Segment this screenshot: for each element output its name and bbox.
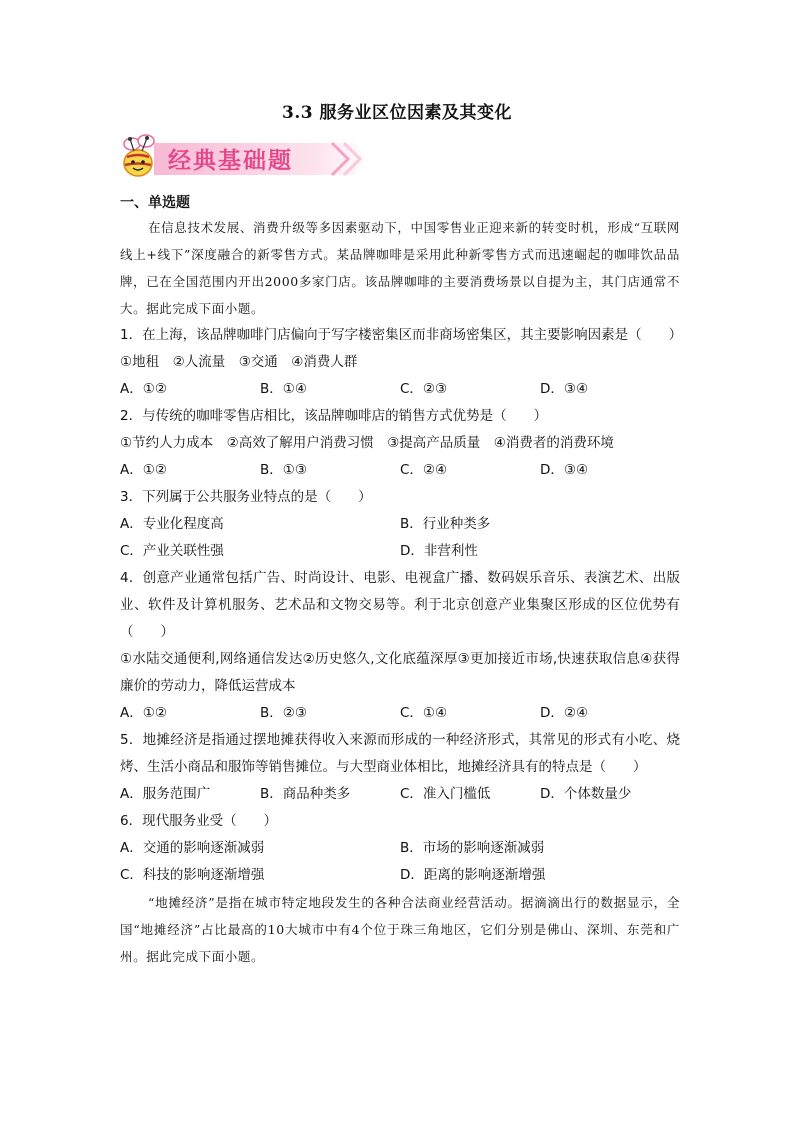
question-options-6-row-1 — [120, 835, 680, 862]
option-b: B．②③ — [260, 705, 307, 721]
question-items-2: ①节约人力成本 ②高效了解用户消费习惯 ③提高产品质量 ④消费者的消费环境 — [120, 435, 614, 451]
option-c: C．②③ — [400, 381, 448, 397]
option-c: C．②④ — [400, 462, 448, 478]
question-items-1: ①地租 ②人流量 ③交通 ④消费人群 — [120, 354, 358, 370]
material-paragraph-1: 在信息技术发展、消费升级等多因素驱动下，中国零售业正迎来新的转变时机，形成“互联网线上+线下”深度融合的新零售方式。某品牌咖啡是采用此种新零售方式而迅速崛起的咖啡饮品品牌，已在全国范围内开出2000多家门店。该品牌咖啡的主要消费场景以自提为主，其门店通常不大。据此完成下面小题。 — [120, 220, 680, 316]
option-b: B．①③ — [260, 462, 307, 478]
option-b: B．①④ — [260, 381, 307, 397]
option-d: D．②④ — [540, 705, 589, 721]
option-a: A．服务范围广 — [120, 786, 211, 802]
option-d: D．距离的影响逐渐增强 — [400, 867, 546, 883]
question-stem-2: 2．与传统的咖啡零售店相比，该品牌咖啡店的销售方式优势是（ ） — [120, 408, 548, 424]
question-options-3-row-1 — [120, 511, 680, 538]
option-a: A．①② — [120, 705, 167, 721]
option-c: C．产业关联性强 — [120, 543, 224, 559]
question-stem-5: 5．地摊经济是指通过摆地摊获得收入来源而形成的一种经济形式，其常见的形式有小吃、烧烤、生活小商品和服饰等销售摊位。与大型商业体相比，地摊经济具有的特点是（ ） — [120, 732, 680, 775]
option-a: A．交通的影响逐渐减弱 — [120, 840, 265, 856]
question-options-6-row-2 — [120, 862, 680, 889]
question-items-4: ①水陆交通便利,网络通信发达②历史悠久,文化底蕴深厚③更加接近市场,快速获取信息④获得廉价的劳动力，降低运营成本 — [120, 651, 680, 694]
question-options-2 — [120, 457, 680, 484]
question-stem-4: 4．创意产业通常包括广告、时尚设计、电影、电视盒广播、数码娱乐音乐、表演艺术、出版业、软件及计算机服务、艺术品和文物交易等。利于北京创意产业集聚区形成的区位优势有（ ） — [120, 570, 680, 640]
question-stem-3: 3．下列属于公共服务业特点的是（ ） — [120, 489, 372, 505]
question-list — [120, 214, 683, 970]
option-d: D．非营利性 — [400, 543, 478, 559]
option-c: C．准入门槛低 — [400, 786, 491, 802]
question-stem-1: 1．在上海，该品牌咖啡门店偏向于写字楼密集区而非商场密集区，其主要影响因素是（ ） — [120, 327, 683, 343]
question-options-3-row-2 — [120, 538, 680, 565]
option-c: C．①④ — [400, 705, 448, 721]
option-d: D．③④ — [540, 381, 589, 397]
option-a: A．专业化程度高 — [120, 516, 224, 532]
option-b: B．市场的影响逐渐减弱 — [400, 840, 545, 856]
option-d: D．③④ — [540, 462, 589, 478]
option-d: D．个体数量少 — [540, 786, 632, 802]
option-c: C．科技的影响逐渐增强 — [120, 867, 265, 883]
option-a: A．①② — [120, 462, 167, 478]
question-stem-6: 6．现代服务业受（ ） — [120, 813, 278, 829]
banner-label: 经典基础题 — [168, 148, 293, 174]
question-options-1 — [120, 376, 680, 403]
question-options-5 — [120, 781, 680, 808]
question-options-4 — [120, 700, 680, 727]
option-b: B．行业种类多 — [400, 516, 491, 532]
option-b: B．商品种类多 — [260, 786, 351, 802]
option-a: A．①② — [120, 381, 167, 397]
material-paragraph-2: “地摊经济”是指在城市特定地段发生的各种合法商业经营活动。据滴滴出行的数据显示，全国“地摊经济”占比最高的10大城市中有4个位于珠三角地区，它们分别是佛山、深圳、东莞和广州。据此完成下面小题。 — [120, 895, 680, 964]
page-title: 3.3 服务业区位因素及其变化 — [282, 103, 512, 123]
section-banner — [118, 133, 378, 185]
section-heading: 一、单选题 — [120, 195, 190, 211]
